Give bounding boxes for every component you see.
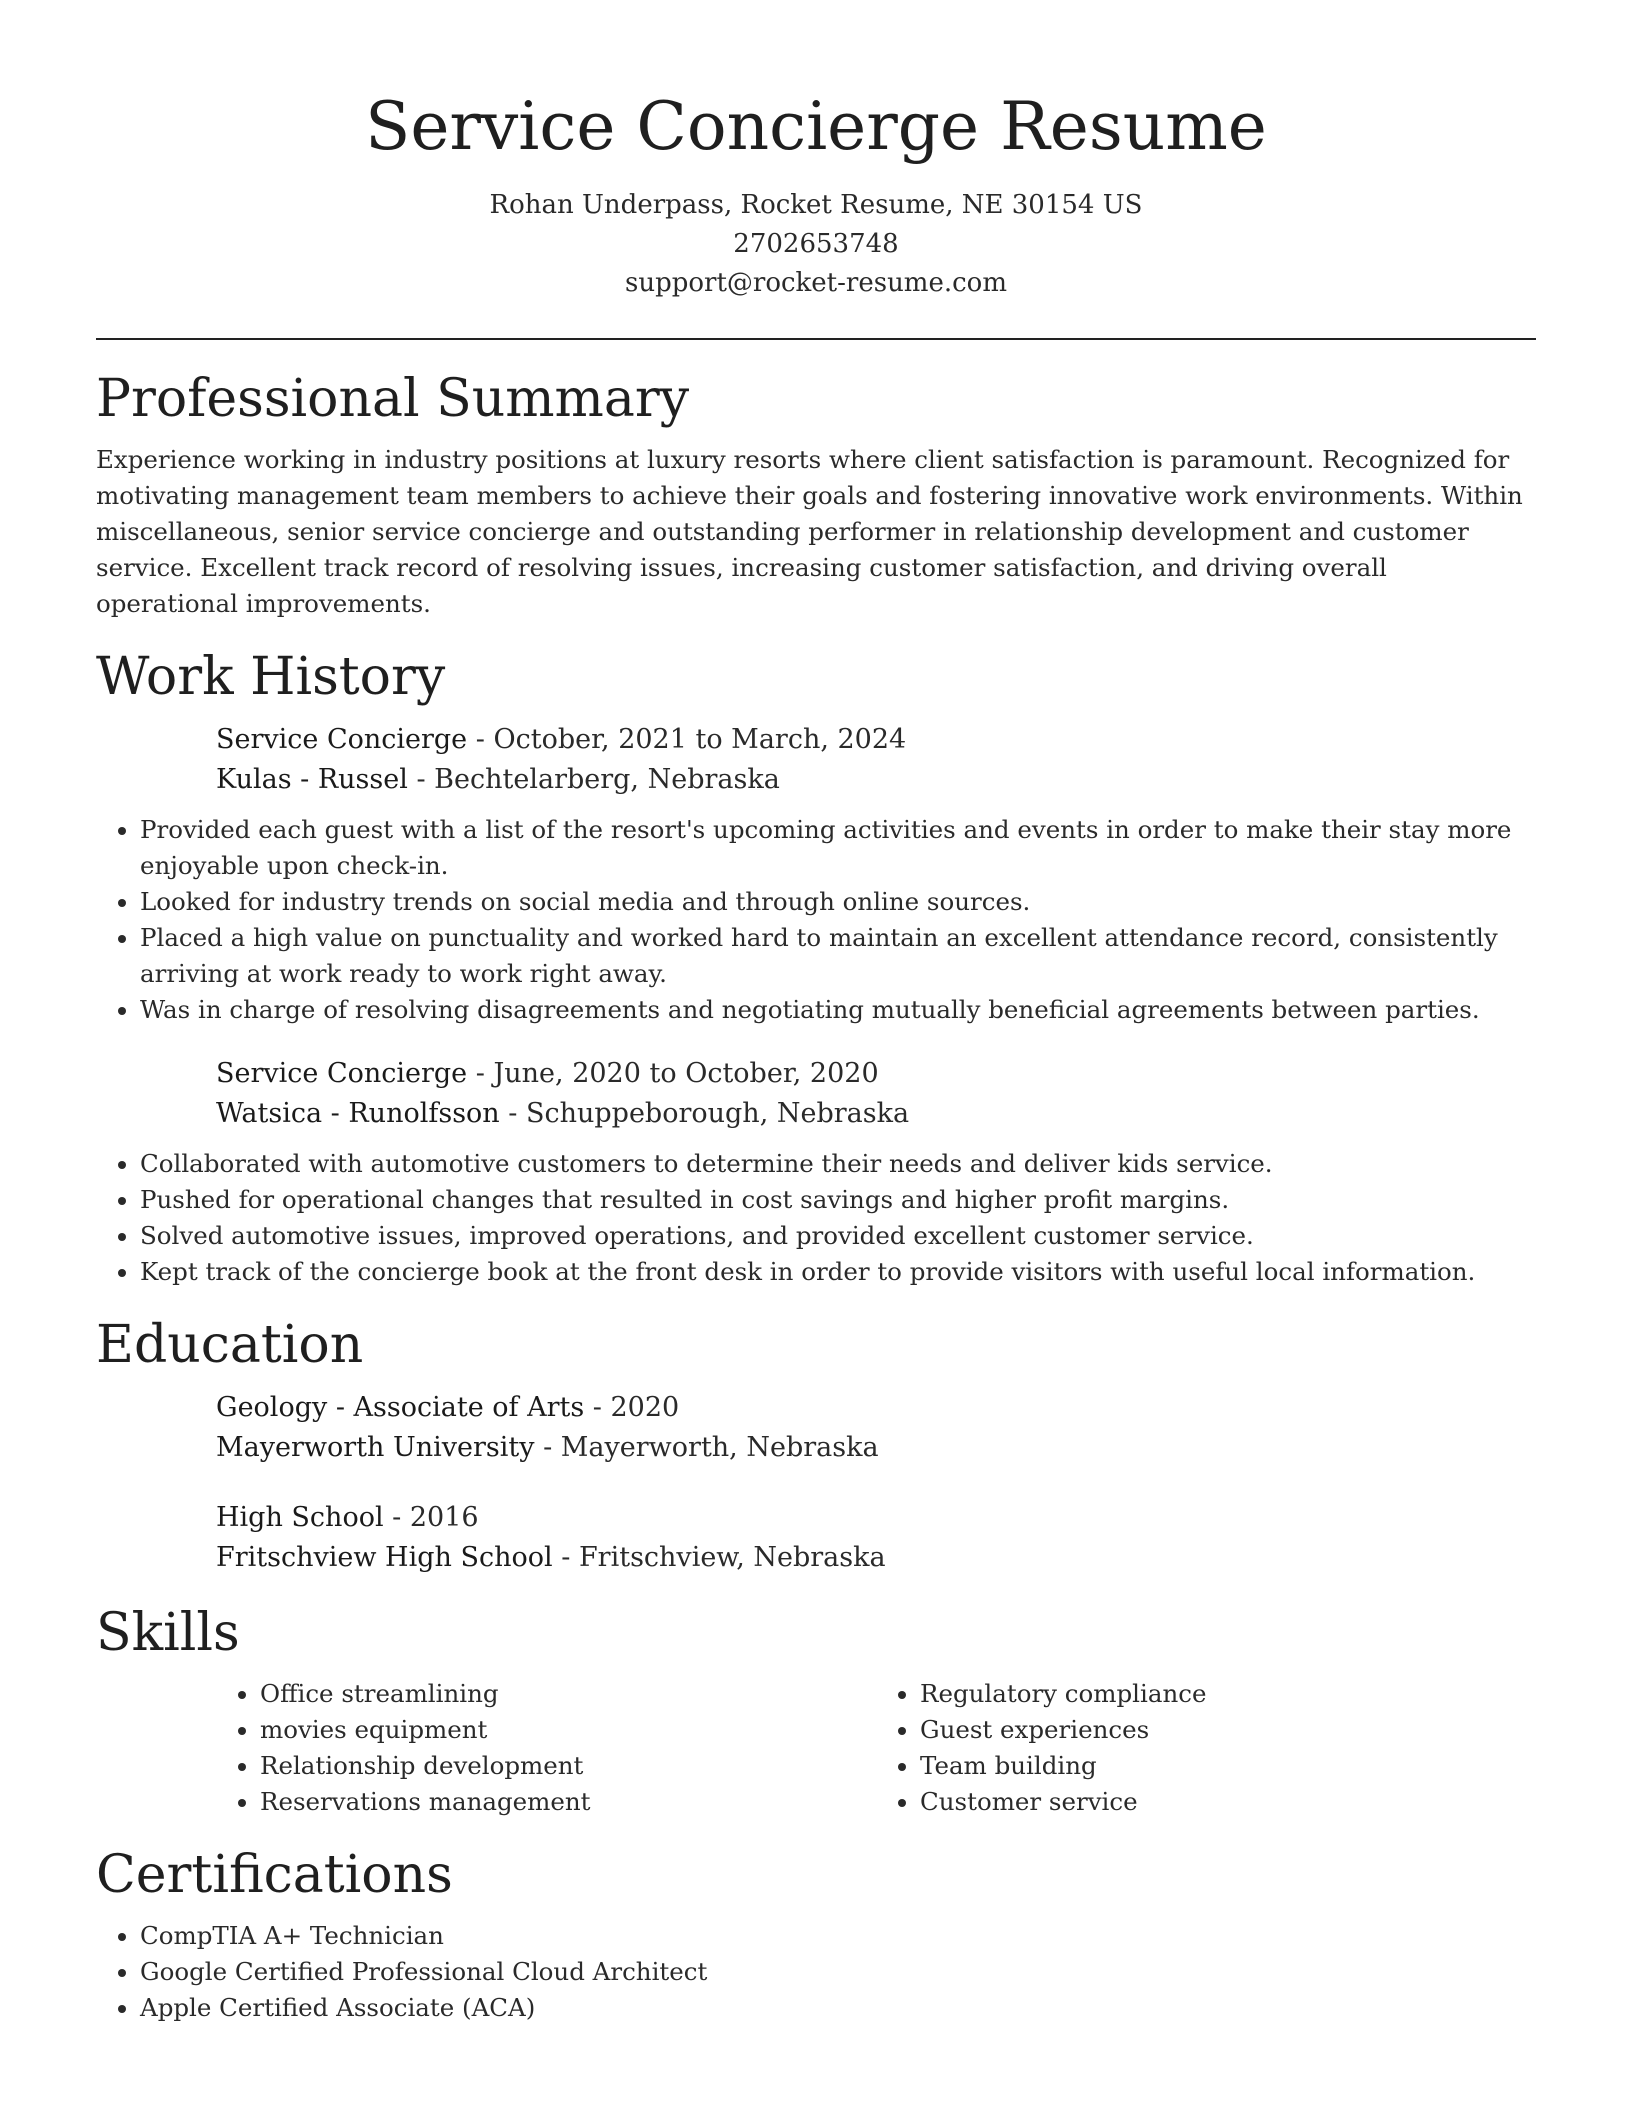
- resume-header: [96, 0, 1536, 303]
- job-bullet: • Placed a high value on punctuality and worked hard to maintain an excellent attendance record, consistently arriving at work ready to work right away.: [140, 920, 1536, 992]
- skill-item: • movies equipment: [260, 1712, 876, 1748]
- job-title: Service Concierge: [216, 724, 468, 755]
- education-degree-line: [216, 1388, 1536, 1428]
- resume-title: Service Concierge Resume: [365, 88, 1267, 165]
- education-school: Fritschview High School: [216, 1542, 553, 1573]
- job-company: Kulas - Russel: [216, 764, 408, 795]
- certification-item: • CompTIA A+ Technician: [140, 1918, 1536, 1954]
- job-dates: - June, 2020 to October, 2020: [467, 1058, 879, 1089]
- education-entry: [216, 1498, 1536, 1578]
- skill-item: • Office streamlining: [260, 1676, 876, 1712]
- job-entry: [216, 720, 1536, 800]
- education-degree: High School: [216, 1502, 384, 1533]
- contact-address: Rohan Underpass, Rocket Resume, NE 30154 US: [489, 190, 1143, 220]
- education-degree: Geology - Associate of Arts: [216, 1392, 585, 1423]
- skills-heading: Skills: [96, 1603, 240, 1663]
- education-school: Mayerworth University: [216, 1432, 535, 1463]
- job-title: Service Concierge: [216, 1058, 468, 1089]
- skills-column-left: [216, 1676, 876, 1820]
- job-bullets: [96, 1146, 1536, 1290]
- skill-item: • Customer service: [920, 1784, 1536, 1820]
- contact-phone: 2702653748: [733, 229, 899, 259]
- job-company-line: [216, 1094, 1536, 1134]
- education-section: [96, 1312, 1536, 1578]
- job-title-line: [216, 1054, 1536, 1094]
- job-entry: [216, 1054, 1536, 1134]
- education-school-line: [216, 1428, 1536, 1468]
- job-company-line: [216, 760, 1536, 800]
- skills-grid: [216, 1676, 1536, 1820]
- header-divider: [96, 338, 1536, 340]
- job-bullet: • Collaborated with automotive customers to determine their needs and deliver kids service.: [140, 1146, 1536, 1182]
- job-dates: - October, 2021 to March, 2024: [467, 724, 907, 755]
- education-location: - Fritschview, Nebraska: [552, 1542, 886, 1573]
- certifications-heading: Certifications: [96, 1845, 453, 1905]
- certification-item: • Apple Certified Associate (ACA): [140, 1990, 1536, 2026]
- skill-item: • Regulatory compliance: [920, 1676, 1536, 1712]
- education-location: - Mayerworth, Nebraska: [534, 1432, 879, 1463]
- education-heading: Education: [96, 1315, 364, 1375]
- skill-item: • Relationship development: [260, 1748, 876, 1784]
- work-section: [96, 644, 1536, 1290]
- job-company: Watsica - Runolfsson: [216, 1098, 500, 1129]
- work-heading: Work History: [96, 647, 446, 707]
- education-year: - 2016: [383, 1502, 479, 1533]
- job-bullet: • Was in charge of resolving disagreements and negotiating mutually beneficial agreements between parties.: [140, 992, 1536, 1028]
- summary-heading: Professional Summary: [96, 369, 690, 429]
- skill-item: • Reservations management: [260, 1784, 876, 1820]
- job-location: - Bechtelarberg, Nebraska: [407, 764, 780, 795]
- job-bullet: • Pushed for operational changes that resulted in cost savings and higher profit margins.: [140, 1182, 1536, 1218]
- contact-email: support@rocket-resume.com: [624, 268, 1007, 298]
- contact-block: [96, 186, 1536, 303]
- certifications-section: [96, 1842, 1536, 2026]
- education-school-line: [216, 1538, 1536, 1578]
- job-bullets: [96, 812, 1536, 1028]
- summary-section: [96, 366, 1536, 622]
- certification-item: • Google Certified Professional Cloud Architect: [140, 1954, 1536, 1990]
- skills-section: [96, 1600, 1536, 1820]
- summary-text: Experience working in industry positions at luxury resorts where client satisfaction is paramount. Recognized for motivating management team members to achieve their goals and fostering innovative work environments. Within miscellaneous, senior service concierge and outstanding performer in relationship development and customer service. Excellent track record of resolving issues, increasing customer satisfaction, and driving overall operational improvements.: [96, 445, 1523, 618]
- job-bullet: • Looked for industry trends on social media and through online sources.: [140, 884, 1536, 920]
- skill-item: • Guest experiences: [920, 1712, 1536, 1748]
- education-degree-line: [216, 1498, 1536, 1538]
- job-bullet: • Kept track of the concierge book at the front desk in order to provide visitors with useful local information.: [140, 1254, 1536, 1290]
- education-year: - 2020: [584, 1392, 680, 1423]
- certifications-list: [96, 1918, 1536, 2026]
- skill-item: • Team building: [920, 1748, 1536, 1784]
- job-bullet: • Provided each guest with a list of the resort's upcoming activities and events in order to make their stay more enjoyable upon check-in.: [140, 812, 1536, 884]
- job-bullet: • Solved automotive issues, improved operations, and provided excellent customer service.: [140, 1218, 1536, 1254]
- skills-column-right: [876, 1676, 1536, 1820]
- resume-page: [96, 0, 1536, 2026]
- job-title-line: [216, 720, 1536, 760]
- education-entry: [216, 1388, 1536, 1468]
- job-location: - Schuppeborough, Nebraska: [499, 1098, 910, 1129]
